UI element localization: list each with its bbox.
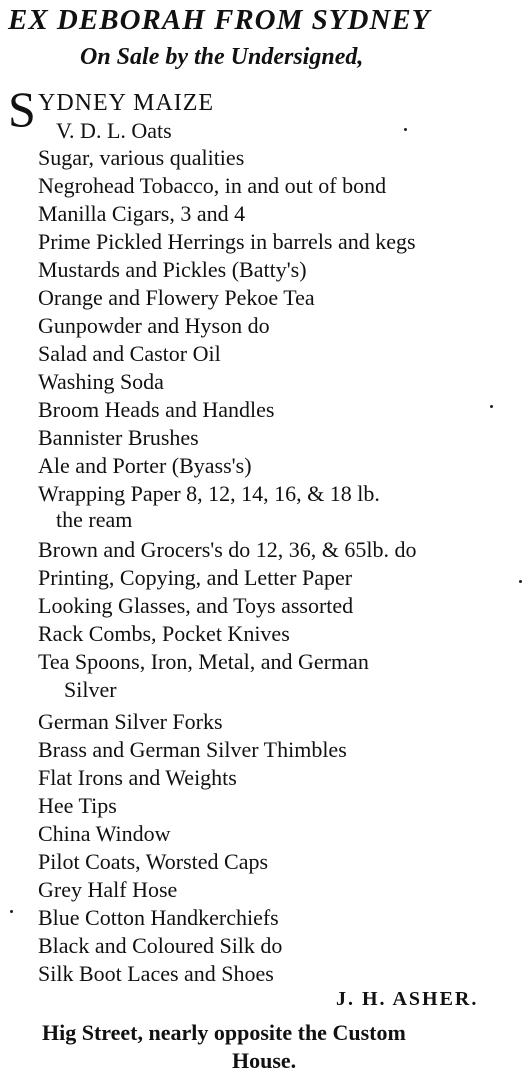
print-speck bbox=[519, 580, 522, 583]
list-item: Silk Boot Laces and Shoes bbox=[38, 961, 274, 986]
print-speck bbox=[10, 910, 13, 913]
list-item: Broom Heads and Handles bbox=[38, 397, 275, 422]
subheading: On Sale by the Undersigned, bbox=[80, 44, 364, 70]
list-item: Flat Irons and Weights bbox=[38, 765, 237, 790]
list-item: Rack Combs, Pocket Knives bbox=[38, 621, 290, 646]
list-item: Hee Tips bbox=[38, 793, 117, 818]
list-item: Grey Half Hose bbox=[38, 877, 178, 902]
drop-cap: S bbox=[8, 81, 36, 137]
list-item-continuation: Silver bbox=[64, 677, 117, 702]
list-item: Washing Soda bbox=[38, 369, 164, 394]
list-item: Printing, Copying, and Letter Paper bbox=[38, 565, 353, 590]
address-line-2: House. bbox=[232, 1048, 297, 1073]
list-item: Salad and Castor Oil bbox=[38, 341, 221, 366]
list-item: Orange and Flowery Pekoe Tea bbox=[38, 285, 315, 310]
list-item: Wrapping Paper 8, 12, 14, 16, & 18 lb. bbox=[38, 481, 380, 506]
list-item: Prime Pickled Herrings in barrels and kegs bbox=[38, 229, 416, 254]
list-item: Gunpowder and Hyson do bbox=[38, 313, 270, 338]
list-item: Blue Cotton Handkerchiefs bbox=[38, 905, 279, 930]
address-line-1: Hig Street, nearly opposite the Custom bbox=[42, 1020, 406, 1045]
list-item: Bannister Brushes bbox=[38, 425, 199, 450]
print-speck bbox=[490, 405, 493, 408]
headline: EX DEBORAH FROM SYDNEY bbox=[8, 4, 431, 36]
list-item: Looking Glasses, and Toys assorted bbox=[38, 593, 354, 618]
list-item: Negrohead Tobacco, in and out of bond bbox=[38, 173, 387, 198]
list-item-continuation: the ream bbox=[56, 507, 133, 532]
list-item: Brown and Grocers's do 12, 36, & 65lb. do bbox=[38, 537, 417, 562]
print-speck bbox=[404, 128, 407, 131]
first-item-line: YDNEY MAIZE bbox=[38, 90, 215, 116]
list-item: Ale and Porter (Byass's) bbox=[38, 453, 252, 478]
signature: J. H. ASHER. bbox=[336, 988, 479, 1010]
list-item: China Window bbox=[38, 821, 171, 846]
list-item: Mustards and Pickles (Batty's) bbox=[38, 257, 307, 282]
list-item: V. D. L. Oats bbox=[56, 118, 172, 143]
list-item: German Silver Forks bbox=[38, 709, 223, 734]
list-item: Sugar, various qualities bbox=[38, 145, 245, 170]
list-item: Brass and German Silver Thimbles bbox=[38, 737, 347, 762]
list-item: Pilot Coats, Worsted Caps bbox=[38, 849, 269, 874]
list-item: Black and Coloured Silk do bbox=[38, 933, 283, 958]
list-item: Tea Spoons, Iron, Metal, and German bbox=[38, 649, 369, 674]
list-item: Manilla Cigars, 3 and 4 bbox=[38, 201, 246, 226]
